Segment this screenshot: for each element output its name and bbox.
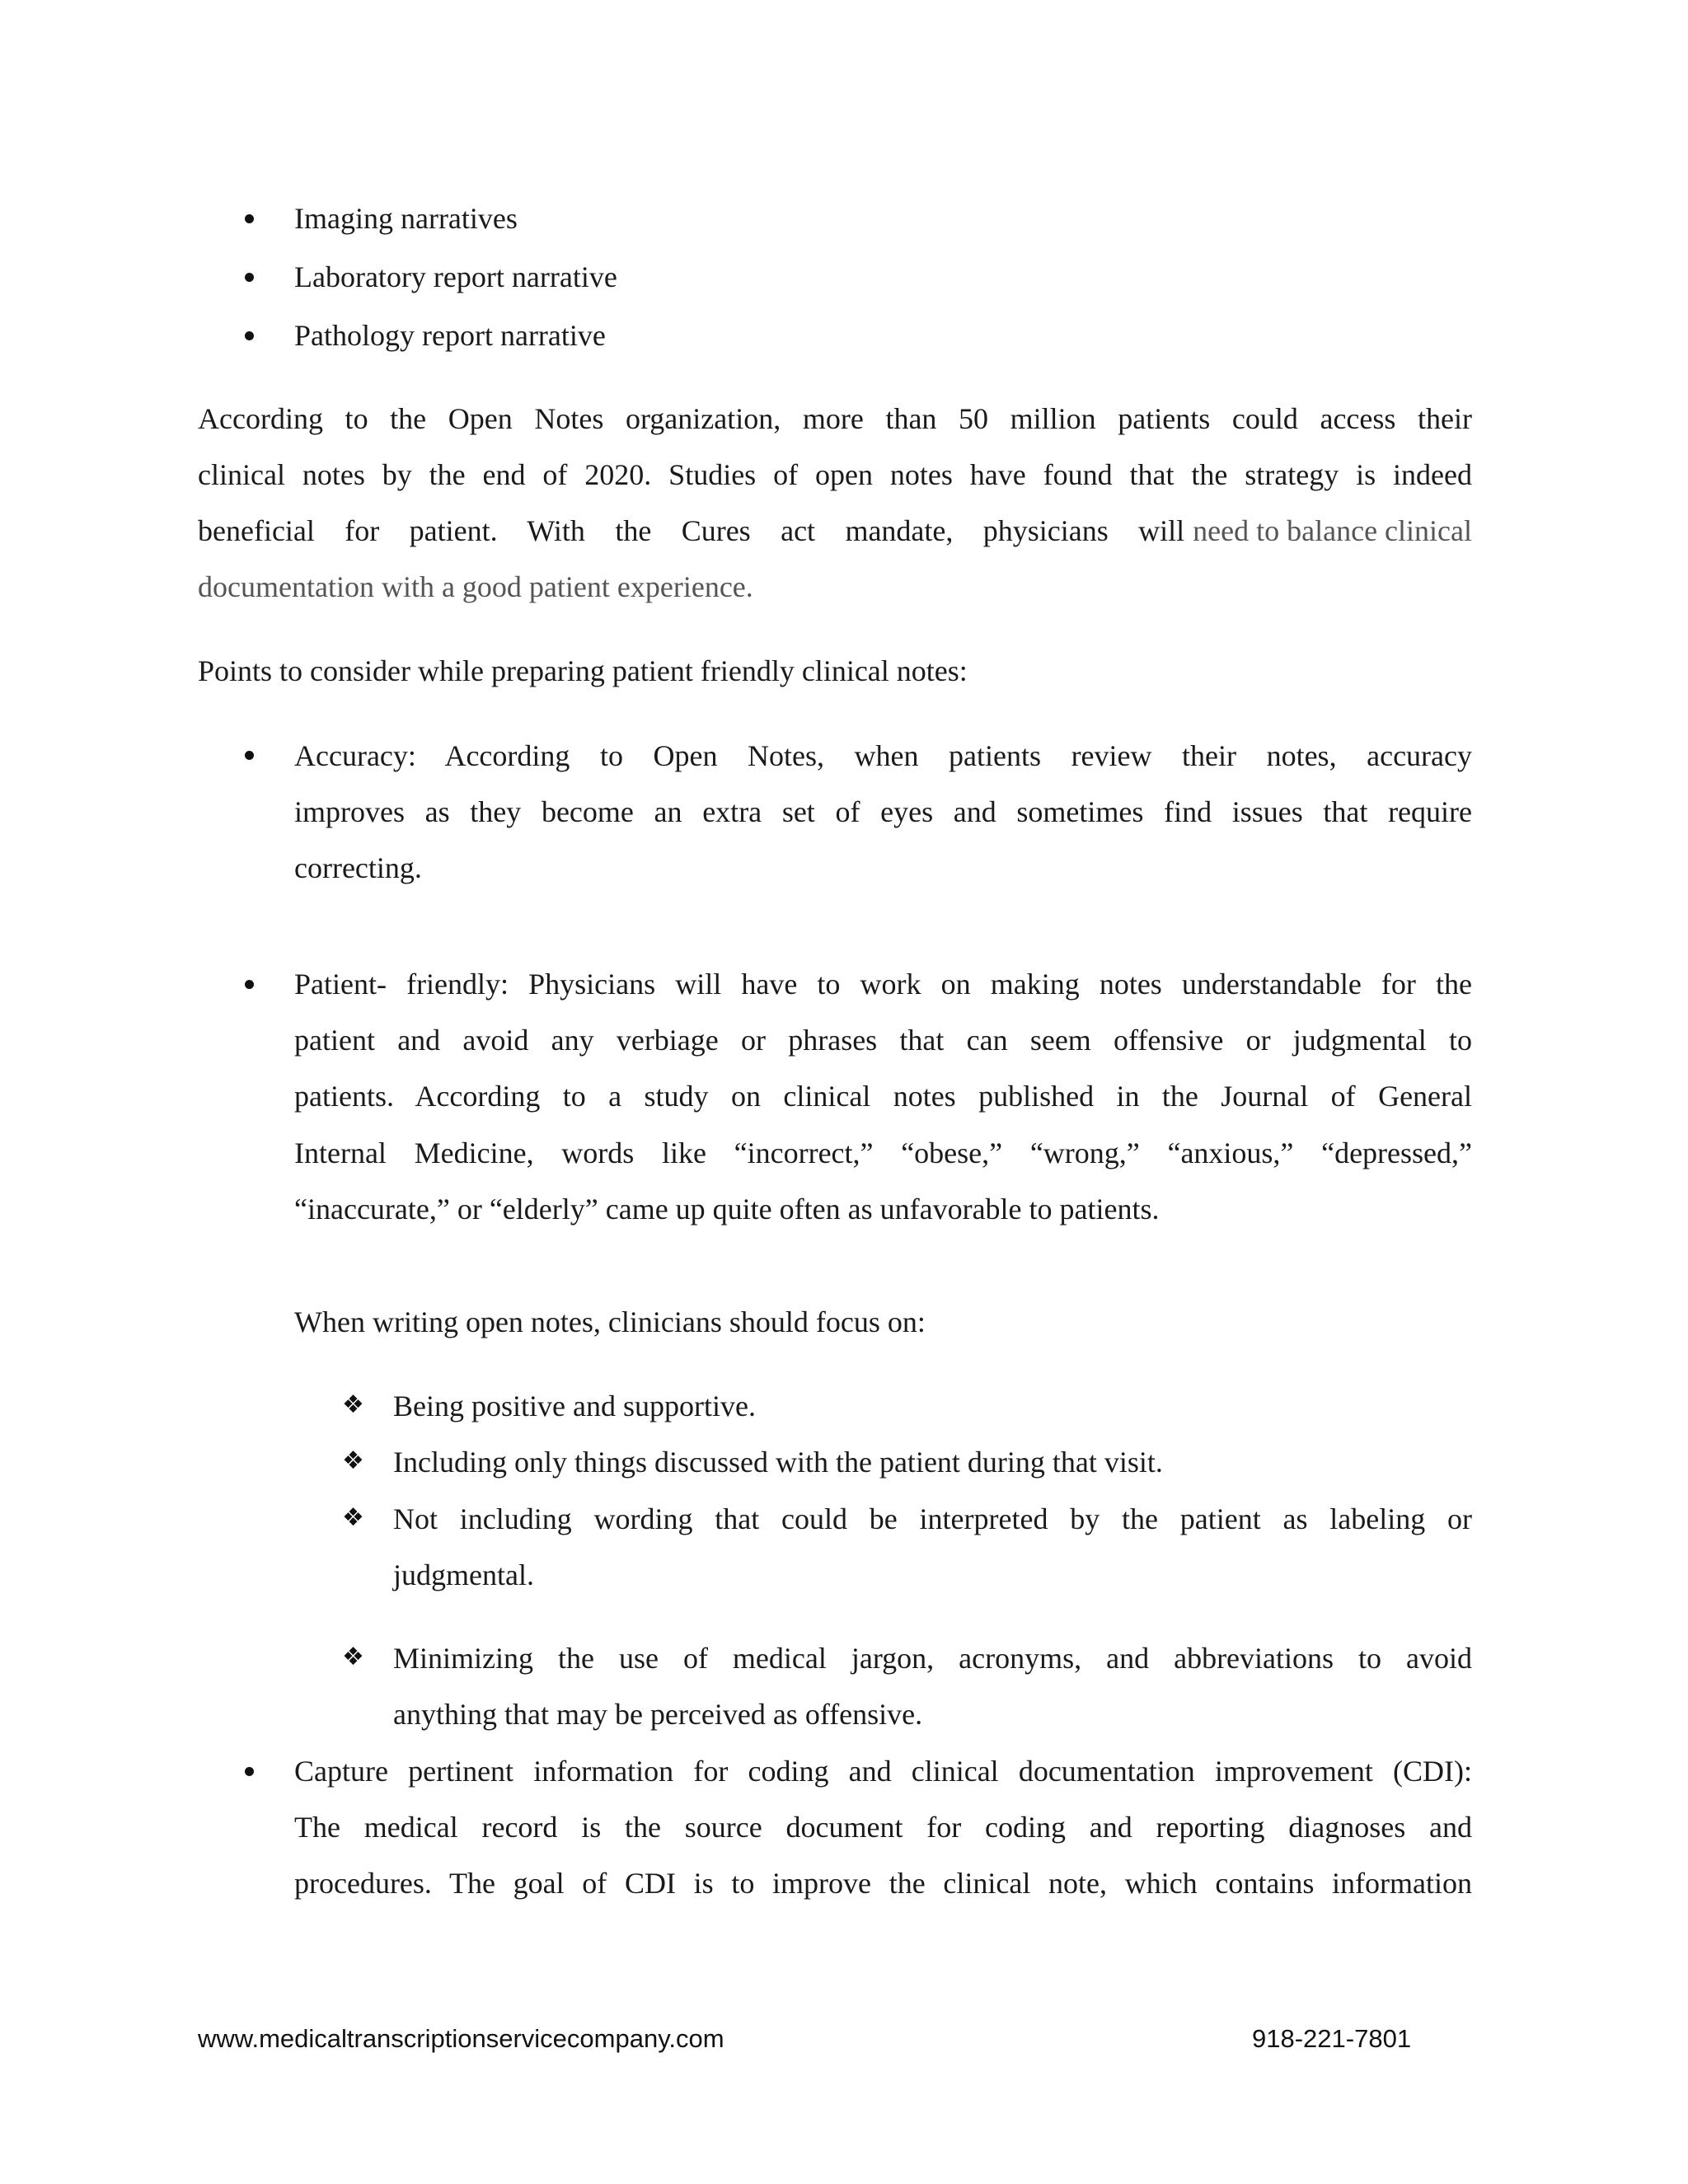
paragraph-line: patients. According to a study on clinical notes published in the Journal of General <box>294 1080 1472 1113</box>
list-item: Including only things discussed with the patient during that visit. <box>393 1446 1163 1479</box>
list-item: Not including wording that could be interpreted by the patient as labeling or <box>393 1502 1472 1535</box>
diamond-bullet-icon: ❖ <box>342 1643 364 1671</box>
paragraph-line: The medical record is the source document for coding and reporting diagnoses and <box>294 1811 1472 1844</box>
paragraph-text-muted: need to balance clinical <box>1193 514 1472 547</box>
list-item: Being positive and supportive. <box>393 1390 756 1422</box>
paragraph-line: Accuracy: According to Open Notes, when patients review their notes, accuracy <box>294 739 1472 772</box>
list-item-continuation: judgmental. <box>393 1558 534 1591</box>
points-heading: Points to consider while preparing patient friendly clinical notes: <box>198 654 968 687</box>
paragraph-line <box>198 516 1472 546</box>
bullet-dot <box>245 1767 254 1776</box>
bullet-dot <box>245 751 254 760</box>
paragraph-line: According to the Open Notes organization, more than 50 million patients could access their <box>198 402 1472 435</box>
paragraph-line: documentation with a good patient experience. <box>198 570 753 603</box>
paragraph-line: clinical notes by the end of 2020. Studies of open notes have found that the strategy is indeed <box>198 458 1472 491</box>
footer-website: www.medicaltranscriptionservicecompany.com <box>198 2024 724 2053</box>
diamond-bullet-icon: ❖ <box>342 1390 364 1419</box>
list-item: Pathology report narrative <box>294 319 606 352</box>
paragraph-text: beneficial for patient. With the Cures act mandate, physicians will <box>198 514 1185 547</box>
bullet-dot <box>245 980 254 989</box>
list-item: Laboratory report narrative <box>294 260 617 293</box>
diamond-bullet-icon: ❖ <box>342 1503 364 1532</box>
paragraph-line: patient and avoid any verbiage or phrases that can seem offensive or judgmental to <box>294 1024 1472 1057</box>
list-item: Imaging narratives <box>294 202 518 235</box>
bullet-dot <box>245 214 254 223</box>
bullet-dot <box>245 331 254 340</box>
focus-intro: When writing open notes, clinicians should focus on: <box>294 1305 926 1338</box>
paragraph-line: Capture pertinent information for coding and clinical documentation improvement (CDI): <box>294 1755 1472 1788</box>
diamond-bullet-icon: ❖ <box>342 1446 364 1475</box>
paragraph-line: Internal Medicine, words like “incorrect,” “obese,” “wrong,” “anxious,” “depressed,” <box>294 1137 1472 1169</box>
paragraph-line: correcting. <box>294 851 422 884</box>
list-item-continuation: anything that may be perceived as offensive. <box>393 1698 923 1731</box>
list-item: Minimizing the use of medical jargon, acronyms, and abbreviations to avoid <box>393 1642 1472 1675</box>
bullet-dot <box>245 273 254 282</box>
paragraph-line: procedures. The goal of CDI is to improve the clinical note, which contains information <box>294 1867 1472 1900</box>
paragraph-line: Patient- friendly: Physicians will have to work on making notes understandable for the <box>294 968 1472 1001</box>
paragraph-line: “inaccurate,” or “elderly” came up quite often as unfavorable to patients. <box>294 1193 1160 1226</box>
footer-phone: 918-221-7801 <box>1252 2024 1412 2053</box>
paragraph-line: improves as they become an extra set of eyes and sometimes find issues that require <box>294 795 1472 828</box>
